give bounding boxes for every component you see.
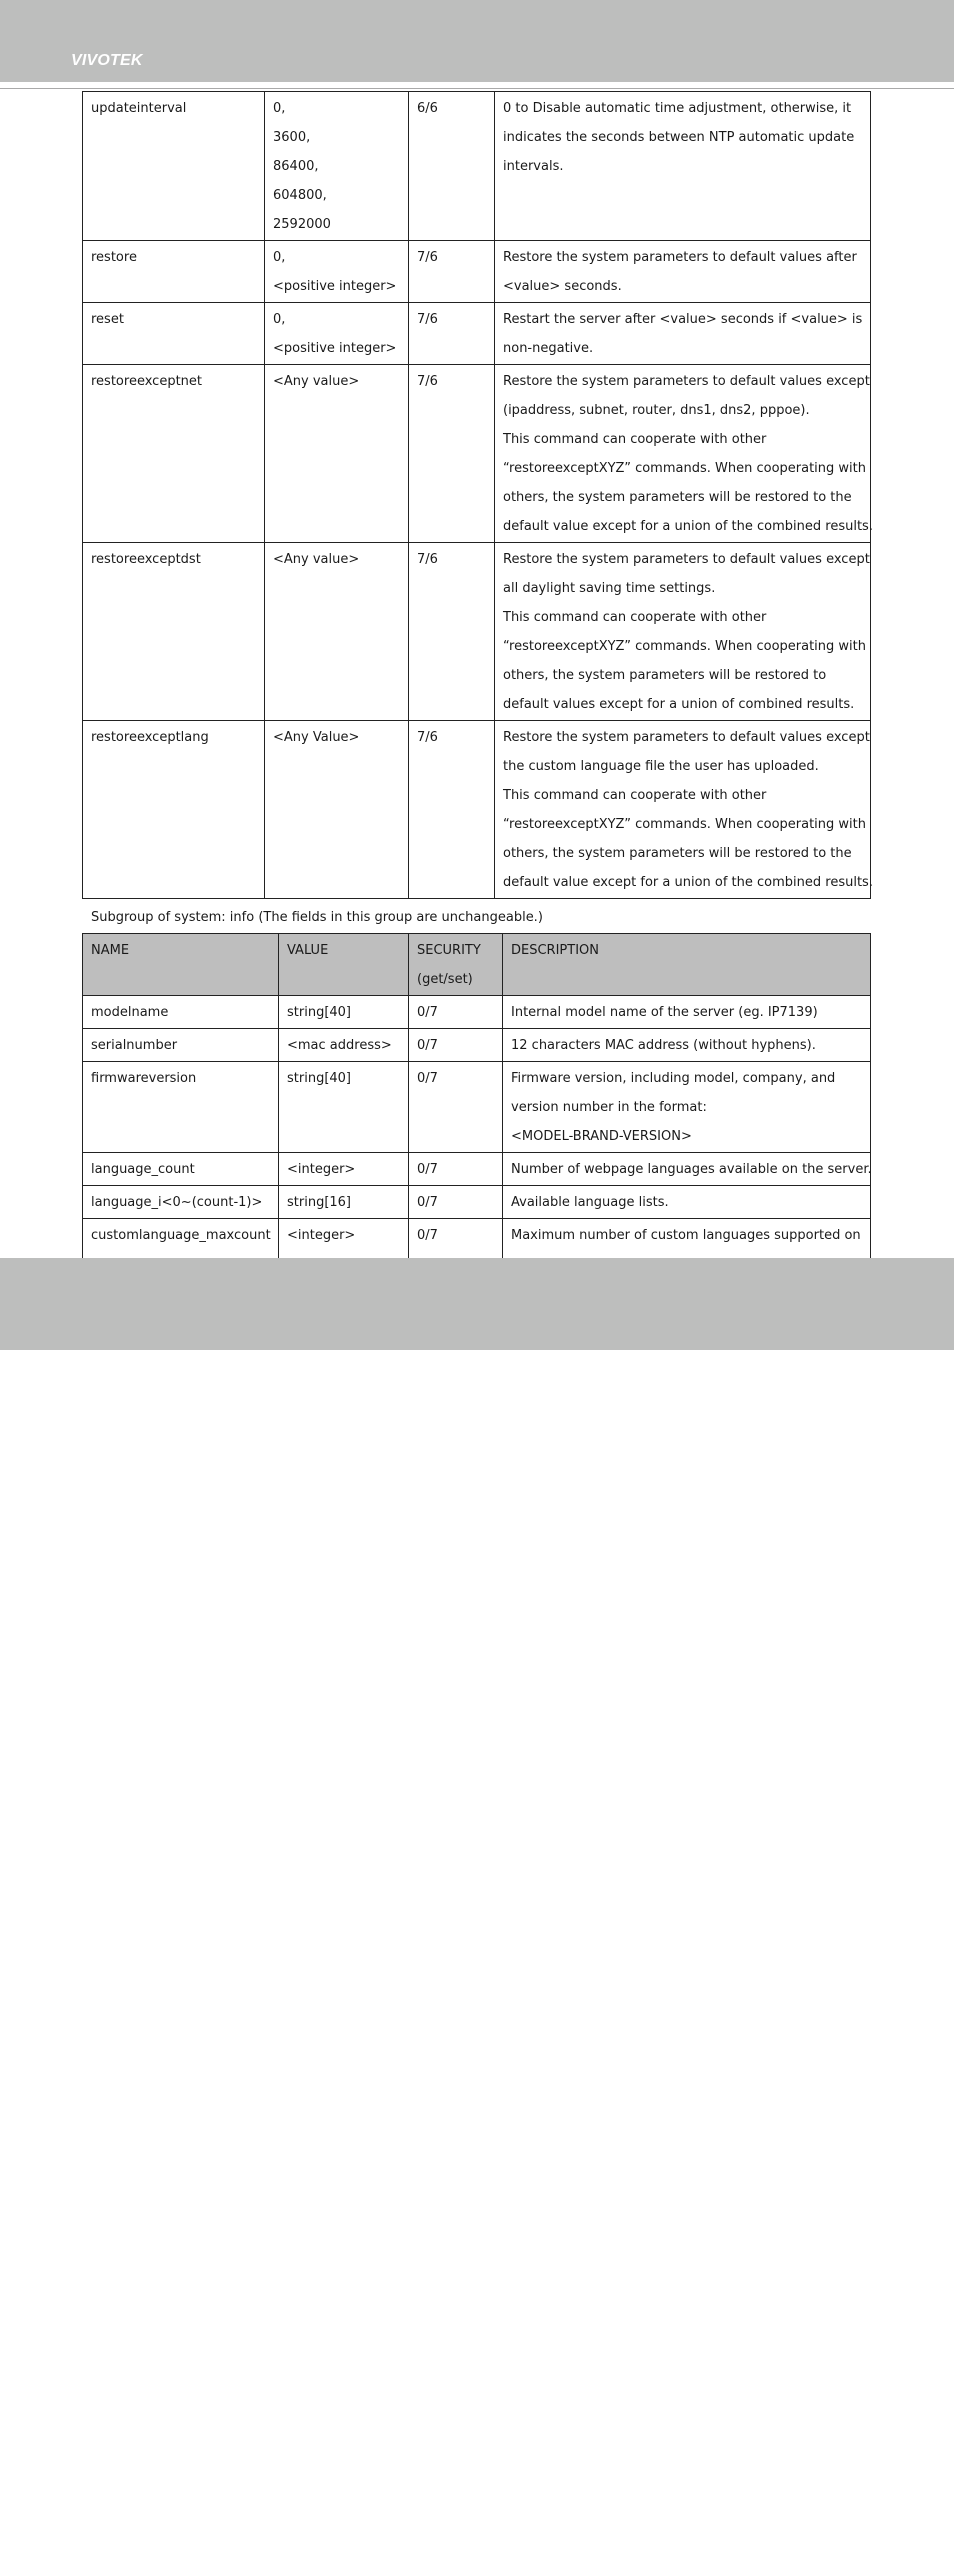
- page-header: [0, 0, 954, 82]
- param-value-cell-line: 0,: [273, 101, 286, 116]
- param-security-cell: 7/6: [409, 365, 495, 543]
- param-value-cell-line: 3600,: [273, 130, 311, 145]
- param-value-cell-line: <positive integer>: [273, 341, 397, 356]
- param-name-cell: serialnumber: [83, 1029, 279, 1062]
- param-value-cell: [265, 721, 409, 899]
- param-security-cell: 0/7: [409, 996, 503, 1029]
- header-security-line: (get/set): [417, 972, 473, 987]
- table-row: [83, 996, 871, 1029]
- param-description-cell-line: (ipaddress, subnet, router, dns1, dns2, pppoe).: [503, 403, 810, 418]
- param-value-cell: [265, 543, 409, 721]
- param-value-cell-line: <integer>: [287, 1162, 356, 1177]
- param-value-cell-line: 86400,: [273, 159, 319, 174]
- param-value-cell-line: <Any Value>: [273, 730, 360, 745]
- param-value-cell-line: 0,: [273, 312, 286, 327]
- param-name-cell: language_count: [83, 1153, 279, 1186]
- param-value-cell-line: <Any value>: [273, 552, 360, 567]
- param-description-cell-line: default value except for a union of the combined results.: [503, 875, 873, 890]
- param-value-cell-line: 0,: [273, 250, 286, 265]
- param-description-cell-line: This command can cooperate with other: [503, 432, 767, 447]
- param-description-cell: [503, 1186, 871, 1219]
- param-description-cell-line: This command can cooperate with other: [503, 788, 767, 803]
- param-value-cell: [279, 1029, 409, 1062]
- subgroup-caption: Subgroup of system: info (The fields in this group are unchangeable.): [91, 910, 543, 925]
- param-description-cell: [495, 543, 871, 721]
- param-value-cell-line: 2592000: [273, 217, 331, 232]
- param-description-cell-line: 0 to Disable automatic time adjustment, otherwise, it: [503, 101, 852, 116]
- param-name-cell: language_i<0~(count-1)>: [83, 1186, 279, 1219]
- param-value-cell-line: <integer>: [287, 1228, 356, 1243]
- table-row: [83, 1029, 871, 1062]
- param-value-cell-line: string[16]: [287, 1195, 352, 1210]
- param-description-cell-line: version number in the format:: [511, 1100, 707, 1115]
- param-name-cell: firmwareversion: [83, 1062, 279, 1153]
- param-value-cell-line: <mac address>: [287, 1038, 392, 1053]
- param-value-cell: [265, 92, 409, 241]
- param-security-cell: 0/7: [409, 1062, 503, 1153]
- table-row: [83, 92, 871, 241]
- header-name: NAME: [83, 934, 279, 996]
- param-description-cell-line: 12 characters MAC address (without hyphens).: [511, 1038, 816, 1053]
- param-value-cell-line: string[40]: [287, 1071, 352, 1086]
- brand-logo-text: VIVOTEK: [71, 52, 143, 69]
- param-value-cell: [265, 365, 409, 543]
- param-security-cell: 0/7: [409, 1219, 503, 1281]
- param-value-cell-line: 604800,: [273, 188, 327, 203]
- param-security-cell: 7/6: [409, 543, 495, 721]
- param-description-cell-line: This command can cooperate with other: [503, 610, 767, 625]
- table-row: [83, 1153, 871, 1186]
- param-description-cell: [503, 996, 871, 1029]
- param-name-cell: restoreexceptlang: [83, 721, 265, 899]
- param-security-cell: 0/7: [409, 1029, 503, 1062]
- param-description-cell-line: intervals.: [503, 159, 564, 174]
- param-value-cell-line: <Any value>: [273, 374, 360, 389]
- param-description-cell-line: “restoreexceptXYZ” commands. When cooperating with: [503, 461, 866, 476]
- table-row: [83, 543, 871, 721]
- param-description-cell-line: others, the system parameters will be restored to: [503, 668, 827, 683]
- param-description-cell-line: indicates the seconds between NTP automatic update: [503, 130, 855, 145]
- header-security: [409, 934, 503, 996]
- param-description-cell-line: Restart the server after <value> seconds if <value> is: [503, 312, 863, 327]
- param-description-cell-line: the custom language file the user has uploaded.: [503, 759, 819, 774]
- table-header-row: [83, 934, 871, 996]
- param-description-cell-line: Restore the system parameters to default values except: [503, 730, 870, 745]
- parameter-table-system: [82, 91, 871, 899]
- header-description: DESCRIPTION: [503, 934, 871, 996]
- param-description-cell-line: others, the system parameters will be restored to the: [503, 490, 852, 505]
- param-description-cell-line: Number of webpage languages available on the server.: [511, 1162, 872, 1177]
- parameter-table-info: [82, 933, 871, 1281]
- param-value-cell-line: string[40]: [287, 1005, 352, 1020]
- param-description-cell: [495, 365, 871, 543]
- header-value: VALUE: [279, 934, 409, 996]
- param-value-cell: [265, 303, 409, 365]
- param-description-cell-line: others, the system parameters will be restored to the: [503, 846, 852, 861]
- param-value-cell: [279, 996, 409, 1029]
- param-security-cell: 0/7: [409, 1153, 503, 1186]
- param-description-cell-line: “restoreexceptXYZ” commands. When cooperating with: [503, 639, 866, 654]
- param-security-cell: 7/6: [409, 721, 495, 899]
- param-description-cell-line: default value except for a union of the combined results.: [503, 519, 873, 534]
- param-description-cell: [495, 241, 871, 303]
- param-value-cell: [265, 241, 409, 303]
- table-row: [83, 241, 871, 303]
- table-row: [83, 365, 871, 543]
- param-name-cell: restoreexceptnet: [83, 365, 265, 543]
- param-description-cell-line: <value> seconds.: [503, 279, 622, 294]
- param-security-cell: 6/6: [409, 92, 495, 241]
- param-description-cell: [503, 1062, 871, 1153]
- param-name-cell: customlanguage_maxcount: [83, 1219, 279, 1281]
- param-security-cell: 7/6: [409, 303, 495, 365]
- table-row: [83, 1186, 871, 1219]
- param-description-cell-line: all daylight saving time settings.: [503, 581, 716, 596]
- param-name-cell: restoreexceptdst: [83, 543, 265, 721]
- param-name-cell: restore: [83, 241, 265, 303]
- table-row: [83, 1062, 871, 1153]
- param-value-cell: [279, 1153, 409, 1186]
- param-value-cell: [279, 1186, 409, 1219]
- param-description-cell: [495, 92, 871, 241]
- param-description-cell-line: default values except for a union of combined results.: [503, 697, 855, 712]
- param-name-cell: updateinterval: [83, 92, 265, 241]
- param-security-cell: 7/6: [409, 241, 495, 303]
- table-row: [83, 721, 871, 899]
- param-description-cell: [495, 721, 871, 899]
- param-description-cell-line: Firmware version, including model, company, and: [511, 1071, 836, 1086]
- param-name-cell: reset: [83, 303, 265, 365]
- param-description-cell-line: Restore the system parameters to default values except: [503, 552, 870, 567]
- param-description-cell-line: Available language lists.: [511, 1195, 669, 1210]
- param-description-cell-line: non-negative.: [503, 341, 594, 356]
- param-value-cell-line: <positive integer>: [273, 279, 397, 294]
- param-name-cell: modelname: [83, 996, 279, 1029]
- param-description-cell-line: Restore the system parameters to default values after: [503, 250, 857, 265]
- param-value-cell: [279, 1062, 409, 1153]
- param-description-cell-line: <MODEL-BRAND-VERSION>: [511, 1129, 692, 1144]
- param-description-cell: [503, 1153, 871, 1186]
- param-description-cell: [503, 1029, 871, 1062]
- header-security-line: SECURITY: [417, 943, 481, 958]
- param-description-cell-line: Maximum number of custom languages supported on: [511, 1228, 861, 1243]
- page-number-label: 94 - User's Manual: [69, 2533, 187, 2549]
- param-security-cell: 0/7: [409, 1186, 503, 1219]
- param-description-cell-line: Restore the system parameters to default values except: [503, 374, 870, 389]
- page-footer: [0, 1258, 954, 2549]
- param-description-cell: [495, 303, 871, 365]
- table-row: [83, 303, 871, 365]
- param-description-cell-line: “restoreexceptXYZ” commands. When cooperating with: [503, 817, 866, 832]
- header-divider: [0, 88, 954, 89]
- param-description-cell-line: Internal model name of the server (eg. IP7139): [511, 1005, 818, 1020]
